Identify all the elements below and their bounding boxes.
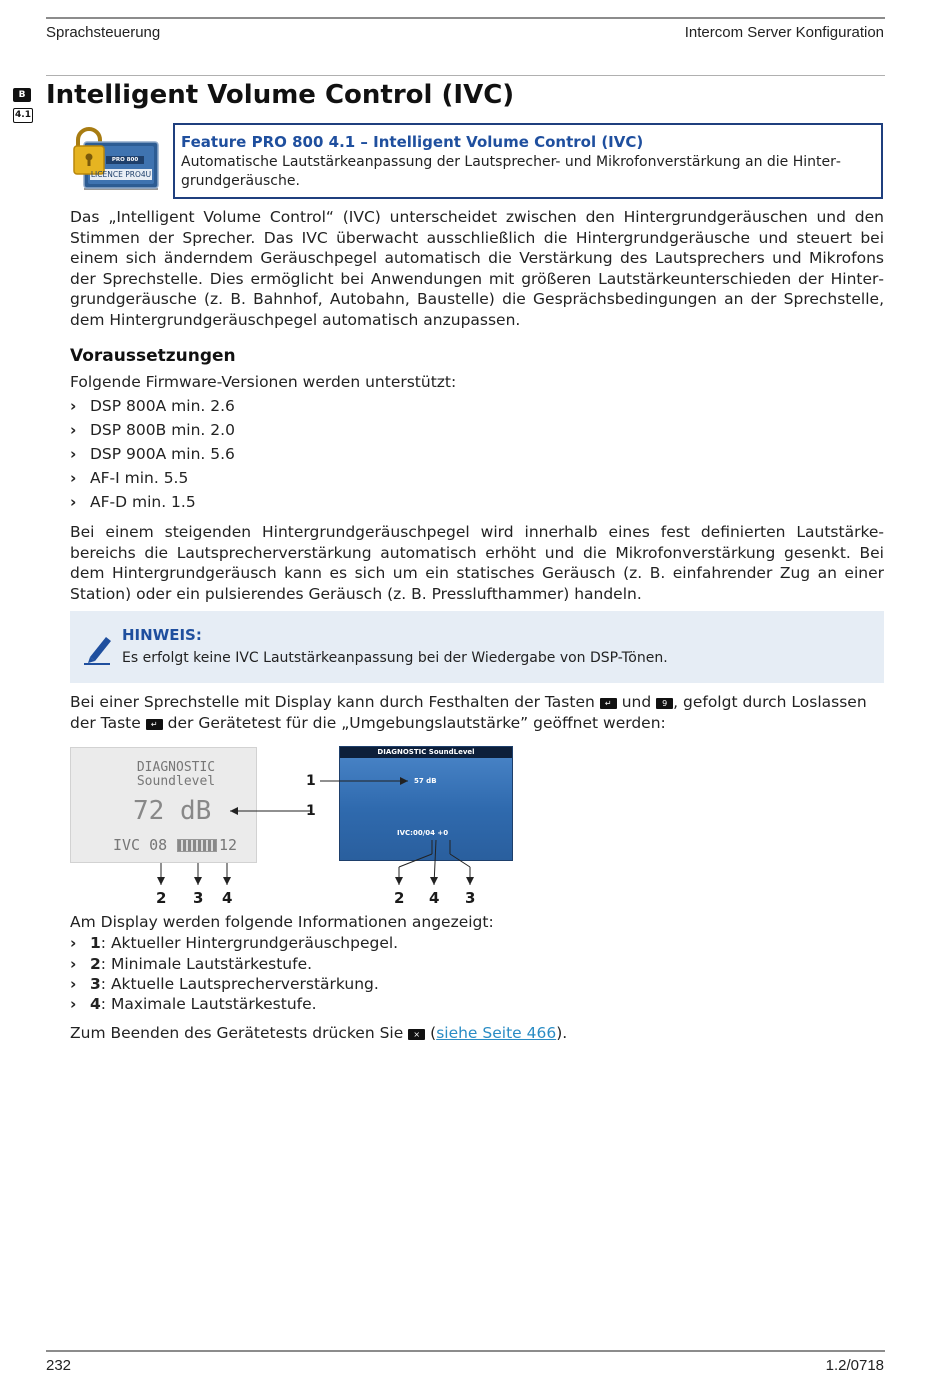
intro-paragraph: Das „Intelligent Volume Control“ (IVC) unterscheidet zwischen den Hintergrundgeräuschen und den Stimmen der Sprecher. Das IVC überwacht ausschließlich die Hintergrundgeräusche und steuert bei einem sich änderndem Geräuschpegel automatisch die Verstärkung des Lautsprechers und Mikrofons der Sprechstelle. Dies ermöglicht bei Anwendungen mit größeren Lautstärkeunterschieden der Hintergrundgeräusche (z. B. Bahnhof, Autobahn, Baustelle) die Gesprächsbedingungen an der Sprechstelle, dem Hintergrundgeräuschpegel automatisch anzupassen. (70, 208, 884, 329)
page-number: 232 (46, 1357, 72, 1374)
header-top-rule (46, 17, 885, 19)
nine-key-icon: 9 (656, 698, 673, 709)
enter-key-icon: ↵ (146, 719, 163, 730)
callout-2: 2 (394, 889, 405, 907)
cancel-key-icon: × (408, 1029, 425, 1040)
feature-box (173, 123, 883, 199)
callout-1: 1 (306, 773, 316, 789)
callout-3: 3 (193, 889, 204, 907)
chevron-right-icon: › (70, 421, 77, 439)
color-display: DIAGNOSTIC SoundLevel 57 dB IVC:00/04 +0 (339, 746, 513, 861)
list-item: › DSP 900A min. 5.6 (70, 445, 235, 463)
list-item: › 4: Maximale Lautstärkestufe. (70, 995, 317, 1013)
license-lock-icon (72, 126, 160, 192)
chevron-right-icon: › (70, 397, 77, 415)
feature-description: Automatische Lautstärkeanpassung der Lautsprecher- und Mikrofonverstärkung an die Hintergrundgeräusche. (181, 154, 841, 189)
list-item: › 3: Aktuelle Lautsprecherverstärkung. (70, 975, 379, 993)
chevron-right-icon: › (70, 493, 77, 511)
feature-title: Feature PRO 800 4.1 – Intelligent Volume Control (IVC) (181, 133, 644, 151)
note-title: HINWEIS: (122, 626, 202, 644)
license-line1: PRO 800 (111, 157, 139, 163)
lcd-level: 72 dB (133, 796, 212, 826)
section-tab[interactable]: 4.1 (13, 108, 33, 123)
chevron-right-icon: › (70, 995, 77, 1013)
note-box (70, 611, 884, 683)
header-bottom-rule (46, 75, 885, 76)
page-reference-link[interactable]: siehe Seite 466 (436, 1024, 557, 1042)
page-title: Intelligent Volume Control (IVC) (46, 80, 515, 110)
list-item: › AF-I min. 5.5 (70, 469, 189, 487)
list-item: › DSP 800A min. 2.6 (70, 397, 235, 415)
behaviour-paragraph: Bei einem steigenden Hintergrundgeräuschpegel wird innerhalb eines fest definierten Lautstärkebereichs die Lautsprecherverstärkung automatisch erhöht und die Mikrofonverstärkung gesenkt. Bei dem Hintergrundgeräusch kann es sich um ein statisches Geräusch (z. B. einfahrender Zug an einer Station) oder ein pulsierendes Geräusch (z. B. Presslufthammer) handeln. (70, 523, 884, 603)
end-instruction: Zum Beenden des Gerätetests drücken Sie × (siehe Seite 466). (70, 1024, 568, 1042)
list-item: › AF-D min. 1.5 (70, 493, 196, 511)
chevron-right-icon: › (70, 955, 77, 973)
callout-4: 4 (222, 889, 233, 907)
display-info-lead: Am Display werden folgende Informationen angezeigt: (70, 913, 494, 931)
list-item: › 2: Minimale Lautstärkestufe. (70, 955, 313, 973)
color-callout-lines (300, 760, 520, 910)
list-item: › 1: Aktueller Hintergrundgeräuschpegel. (70, 934, 399, 952)
lcd-display: DIAGNOSTIC Soundlevel 72 dB IVC 08 12 (70, 747, 257, 863)
chevron-right-icon: › (70, 975, 77, 993)
requirements-heading: Voraussetzungen (70, 346, 236, 366)
chevron-right-icon: › (70, 445, 77, 463)
chevron-right-icon: › (70, 934, 77, 952)
document-version: 1.2/0718 (825, 1357, 884, 1374)
chevron-right-icon: › (70, 469, 77, 487)
callout-2: 2 (156, 889, 167, 907)
key-instruction-line2: der Taste ↵ der Gerätetest für die „Umgebungslautstärke” geöffnet werden: (70, 714, 666, 732)
list-item: › DSP 800B min. 2.0 (70, 421, 235, 439)
key-instruction-line1: Bei einer Sprechstelle mit Display kann durch Festhalten der Tasten ↵ und 9 , gefolgt durch Loslassen (70, 693, 867, 711)
header-section: Sprachsteuerung (46, 24, 161, 41)
callout-4: 4 (429, 889, 440, 907)
callout-1: 1 (306, 803, 316, 819)
pencil-icon (84, 631, 114, 665)
requirements-lead: Folgende Firmware-Versionen werden unterstützt: (70, 373, 457, 391)
license-line2: LICENCE PRO4U (90, 170, 152, 179)
callout-3: 3 (465, 889, 476, 907)
color-level: 57 dB (414, 777, 437, 785)
note-text: Es erfolgt keine IVC Lautstärkeanpassung bei der Wiedergabe von DSP-Tönen. (122, 650, 668, 666)
chapter-tab[interactable]: B (13, 88, 31, 102)
footer-rule (46, 1350, 885, 1352)
enter-key-icon: ↵ (600, 698, 617, 709)
header-document: Intercom Server Konfiguration (684, 24, 884, 41)
